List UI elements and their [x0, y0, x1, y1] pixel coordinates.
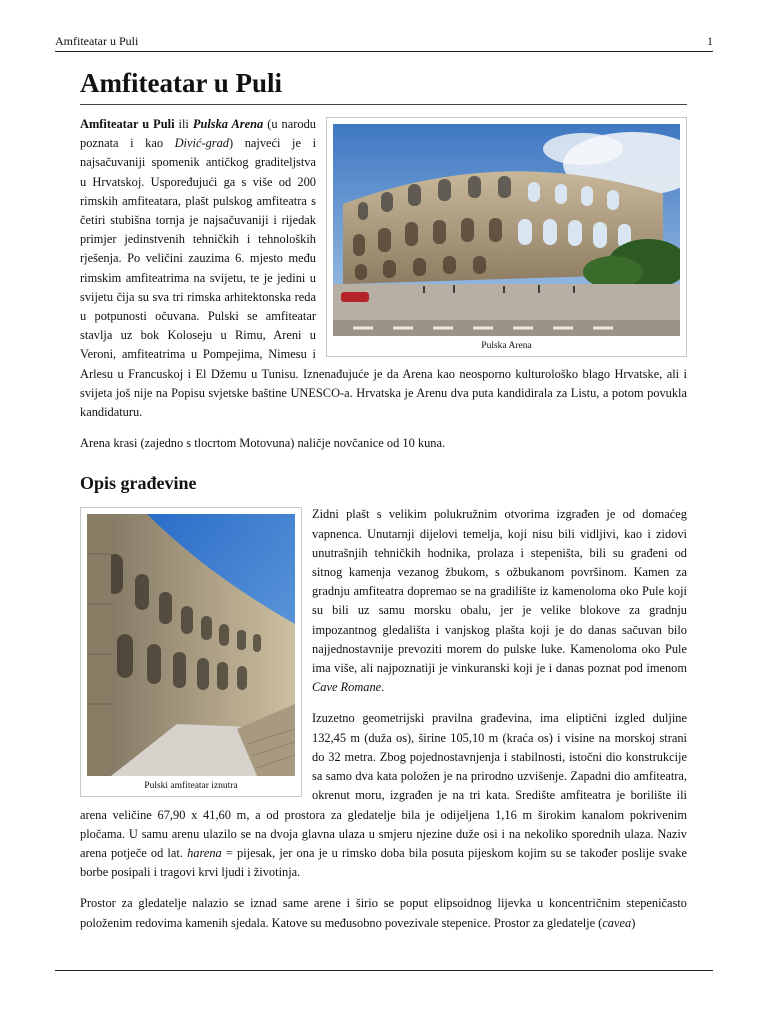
- intro-paragraph: Amfiteatar u Puli ili Pulska Arena (u narodu poznata i kao Divić-grad) najveći je i najsačuvaniji spomenik antičkog graditeljstva u Hrvatskoj. Uspoređujući ga s više od 200 rimskih amfiteatara, plašt pulskog amfiteatra s četiri stubišna tornja je najsačuvaniji i rijedak primjer jedinstvenih tehničkih i tehnoloških rješenja. Po veličini zauzima 6. mjesto među rimskim amfiteatrima na svijetu, te je jedini u svijetu čija su sva tri rimska arhitektonska reda u potpunosti očuvana. Pulski se amfiteatar stavlja uz bok Koloseju u Rimu, Areni u Veroni, amfiteatrima u Pompejima, Nimesu i Arlesu u Francuskoj i El Džemu u Tunisu. Iznenađujuće je da Arena kao neosporno kulturološko blago Hrvatske, ali i svijeta još nije na Popisu svjetske baštine UNESCO-a. Hrvatska je Arenu dva puta kandidirala za Listu, a potom povukla kandidaturu.: [80, 117, 687, 420]
- article: [80, 68, 687, 933]
- section-body: [80, 505, 687, 932]
- intro-section: [80, 115, 687, 453]
- figure-1-caption: Pulska Arena: [481, 341, 532, 351]
- section-paragraph-2: Izuzetno geometrijski pravilna građevina, ima eliptični izgled duljine 132,45 m (duža os), širine 105,10 m (kraća os) i visine na morskoj strani do 32 metra. Zbog pojednostavnjenja i stabilnosti, istočni dio konstrukcije sa samo dva kata položen je na prirodno uzvišenje. Zapadni dio amfiteatra, okrenut moru, izgrađen je na tri kata. Središte amfiteatra je borilište ili arena veličine 67,90 x 41,60 m, a od prostora za gledatelje bila je odijeljena 1,16 m širokim kanalom pokrivenim pločama. U samu arenu ulazilo se na dvoja glavna ulaza u smjeru njezine duže osi i na nekoliko sporednih ulaza. Naziv arena potječe od lat. harena = pijesak, jer ona je u rimsko doba bila posuta pijeskom kojim su se također poslije svake borbe posipali i tragovi krvi ljudi i životinja.: [80, 711, 688, 880]
- figure-arena-inside: [80, 507, 302, 797]
- section-paragraph-3: Prostor za gledatelje nalazio se iznad same arene i širio se poput elipsoidnog lijevka u koncentričnim stepeničasto položenim redovima kamenih sjedala. Katove su međusobno povezivale stepenice. Prostor za gledatelje (cavea): [80, 896, 687, 930]
- arena-interior-image[interactable]: [87, 514, 295, 776]
- figure-2-caption: Pulski amfiteatar iznutra: [144, 781, 238, 792]
- running-header: [55, 34, 713, 52]
- page-number: 1: [707, 34, 713, 48]
- figure-pulska-arena: [326, 117, 687, 357]
- running-header-title: Amfiteatar u Puli: [55, 34, 139, 48]
- section-paragraph-1: Zidni plašt s velikim polukružnim otvorima izgrađen je od domaćeg vapnenca. Unutarnji dijelovi temelja, koji nisu bili vidljivi, kao i zidovi unutrašnjih tehničkih hodnika, prolaza i stepeništa, bili su građeni od sitnog kamenja vezanog žbukom, s ožbukanom površinom. Kamen za gradnju amfiteatra dopremao se na gradilište iz kamenoloma oko Pule koji su bili uz samu morsku obalu, jer je velike blokove za gradnju impozantnog gledališta i vanjskog plašta koji je do danas sačuvan bilo najjednostavnije prevoziti morem do pulske luke. Kamenoloma oko Pule ima više, ali najpoznatiji je vinkuranski koji je i danas poznat pod imenom Cave Romane.: [312, 507, 687, 695]
- intro-lead-bold-italic: Pulska Arena: [192, 117, 264, 131]
- section-heading: Opis građevine: [80, 473, 197, 494]
- article-title: Amfiteatar u Puli: [80, 68, 687, 105]
- arena-exterior-image[interactable]: [333, 124, 680, 336]
- banknote-paragraph: Arena krasi (zajedno s tlocrtom Motovuna) naličje novčanice od 10 kuna.: [80, 436, 446, 451]
- intro-lead-bold: Amfiteatar u Puli: [80, 117, 175, 131]
- footer-rule: [55, 970, 713, 971]
